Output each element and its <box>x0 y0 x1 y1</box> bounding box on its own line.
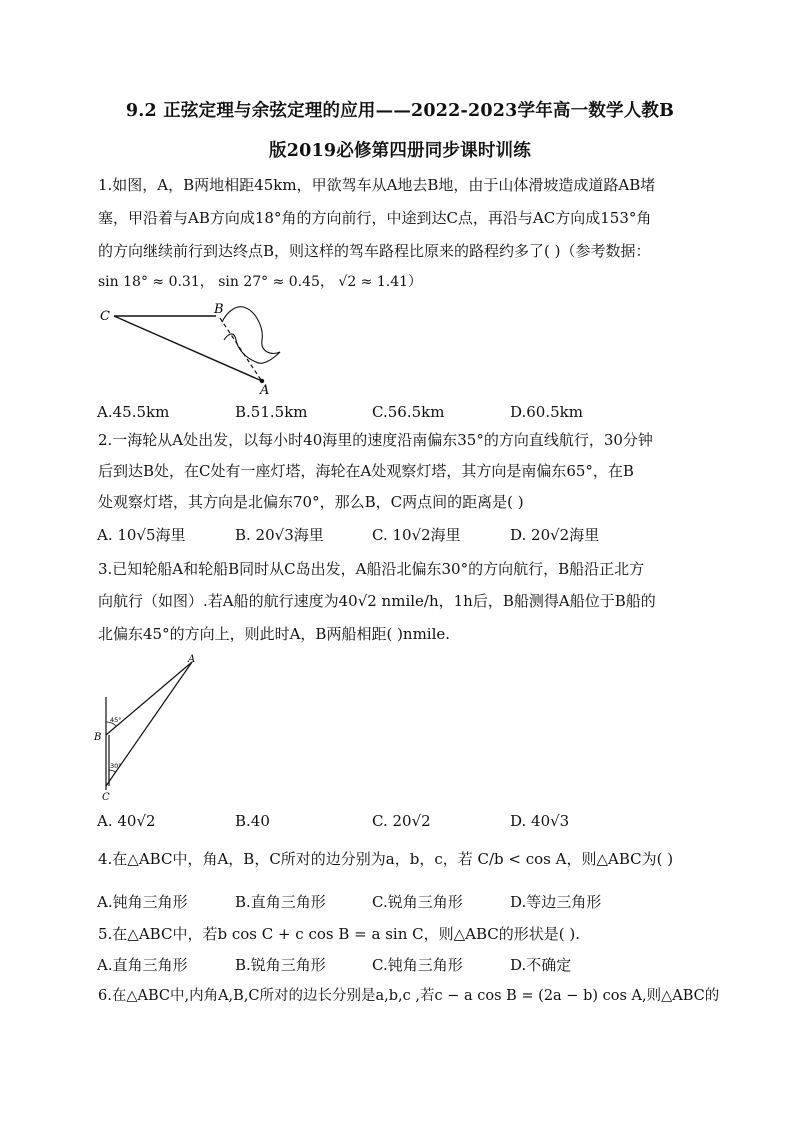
q2-option-b: B. 20√3海里 <box>235 526 324 544</box>
q2-option-c: C. 10√2海里 <box>372 526 461 544</box>
q4-option-b: B.直角三角形 <box>235 893 326 911</box>
q3-angle-arc-30 <box>109 770 116 772</box>
q3-figure <box>92 652 202 802</box>
q3-option-c: C. 20√2 <box>372 812 431 830</box>
q1-option-b: B.51.5km <box>235 403 308 421</box>
q4-option-a: A.钝角三角形 <box>97 893 188 911</box>
q3-option-d: D. 40√3 <box>510 812 570 830</box>
q3-label-a: A <box>188 654 196 665</box>
q1-mountain <box>222 307 280 364</box>
q3-label-b: B <box>94 732 102 743</box>
q1-reference-data: sin 18° ≈ 0.31， sin 27° ≈ 0.45， √2 ≈ 1.41） <box>98 274 423 290</box>
q2-text-line-1: 2.一海轮从A处出发，以每小时40海里的速度沿南偏东35°的方向直线航行，30分钟 <box>98 431 653 449</box>
q1-text-line-3: 的方向继续前行到达终点B，则这样的驾车路程比原来的路程约多了( )（参考数据： <box>98 242 651 260</box>
q4-text-line-1: 4.在△ABC中，角A，B，C所对的边分别为a，b，c，若 C/b < cos A，则△ABC为( ) <box>98 850 674 868</box>
page-title-line-2: 版2019必修第四册同步课时训练 <box>269 141 531 161</box>
q4-option-d: D.等边三角形 <box>510 893 602 911</box>
q1-option-c: C.56.5km <box>372 403 445 421</box>
q1-text-line-2: 塞，甲沿着与AB方向成18°角的方向前行，中途到达C点，再沿与AC方向成153°角 <box>98 209 652 227</box>
q3-angle-30: 30° <box>110 762 122 770</box>
q1-text-line-1: 1.如图，A，B两地相距45km，甲欲驾车从A地去B地，由于山体滑坡造成道路AB堵 <box>98 176 656 194</box>
q3-label-c: C <box>102 792 110 802</box>
page-title-line-1: 9.2 正弦定理与余弦定理的应用——2022-2023学年高一数学人教B <box>125 101 675 121</box>
q2-text-line-3: 处观察灯塔，其方向是北偏东70°，那么B，C两点间的距离是( ) <box>98 493 524 511</box>
q1-option-d: D.60.5km <box>510 403 583 421</box>
q3-option-b: B.40 <box>235 812 270 830</box>
q4-option-c: C.锐角三角形 <box>372 893 463 911</box>
q5-option-d: D.不确定 <box>510 956 572 974</box>
q3-text-line-2: 向航行（如图）.若A船的航行速度为40√2 nmile/h，1h后，B船测得A船位于B船的 <box>98 592 656 610</box>
q2-option-d: D. 20√2海里 <box>510 526 600 544</box>
q1-label-a: A <box>260 383 270 395</box>
q6-text-line-1: 6.在△ABC中,内角A,B,C所对的边长分别是a,b,c ,若c − a cos B = (2a − b) cos A,则△ABC的 <box>98 988 720 1004</box>
q3-text-line-1: 3.已知轮船A和轮船B同时从C岛出发，A船沿北偏东30°的方向航行，B船沿正北方 <box>98 560 645 578</box>
q3-angle-45: 45° <box>110 716 122 724</box>
q5-option-a: A.直角三角形 <box>97 956 188 974</box>
q5-option-b: B.锐角三角形 <box>235 956 326 974</box>
q3-option-a: A. 40√2 <box>97 812 156 830</box>
q1-option-a: A.45.5km <box>97 403 170 421</box>
q1-line-ab-dashed <box>220 318 261 380</box>
q1-label-c: C <box>100 309 110 324</box>
q5-option-c: C.钝角三角形 <box>372 956 463 974</box>
q3-text-line-3: 北偏东45°的方向上，则此时A，B两船相距( )nmile. <box>98 625 451 643</box>
q2-text-line-2: 后到达B处，在C处有一座灯塔，海轮在A处观察灯塔，其方向是南偏东65°，在B <box>98 462 634 480</box>
q5-text-line-1: 5.在△ABC中，若b cos C + c cos B = a sin C，则△ABC的形状是( ). <box>98 925 581 943</box>
q1-label-b: B <box>214 302 224 317</box>
q2-option-a: A. 10√5海里 <box>97 526 186 544</box>
q1-figure <box>96 300 296 395</box>
